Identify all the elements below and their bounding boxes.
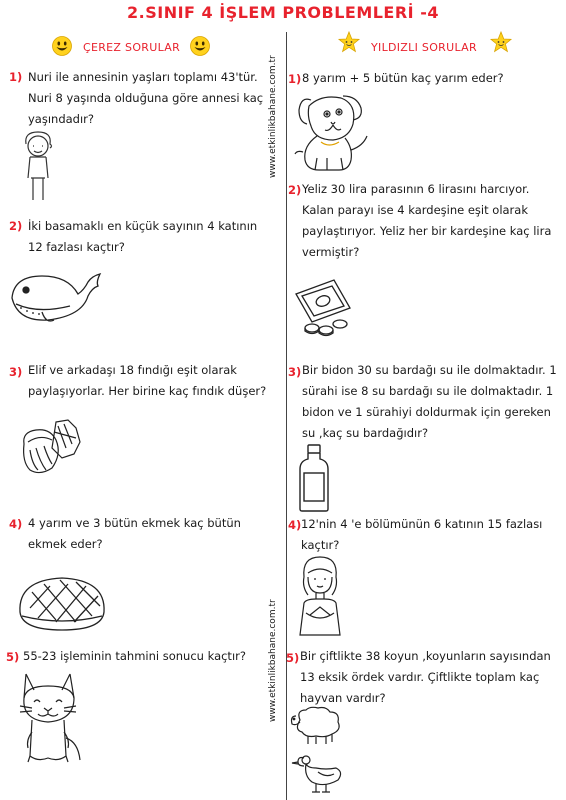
question-text: 4 yarım ve 3 bütün ekmek kaç bütün ekmek eder?: [28, 516, 241, 551]
bottle-icon: [297, 443, 331, 513]
question-number: 3): [9, 365, 23, 379]
smiley-icon: [190, 36, 210, 56]
star-icon: [490, 31, 512, 53]
question-text: Elif ve arkadaşı 18 fındığı eşit olarak paylaşıyorlar. Her birine kaç fındık düşer?: [28, 363, 267, 398]
puppy-icon: [293, 92, 371, 174]
whale-icon: [8, 268, 104, 328]
question-number: 5): [286, 651, 300, 665]
boy-icon: [20, 130, 56, 202]
question-number: 2): [9, 219, 23, 233]
star-icon: [338, 31, 360, 53]
question-number: 1): [288, 72, 302, 86]
sheep-duck-icon: [290, 706, 348, 796]
left-heading: ÇEREZ SORULAR: [83, 41, 181, 54]
question-text: Bir bidon 30 su bardağı su ile dolmaktadır. 1 sürahi ise 8 su bardağı su ile dolmaktadır. 1 bidon ve 1 sürahiyi doldurmak için gereken su ,kaç su bardağıdır?: [302, 363, 557, 440]
watermark-top: www.etkinlikbahane.com.tr: [268, 55, 278, 178]
question-number: 2): [288, 183, 302, 197]
bread-icon: [16, 572, 108, 634]
question-text: Bir çiftlikte 38 koyun ,koyunların sayısından 13 eksik ördek vardır. Çiftlikte toplam kaç hayvan vardır?: [300, 649, 551, 705]
question-text: 8 yarım + 5 bütün kaç yarım eder?: [302, 71, 504, 85]
question-number: 3): [288, 365, 302, 379]
smiley-icon: [52, 36, 72, 56]
money-icon: [292, 278, 354, 336]
question-number: 4): [9, 517, 23, 531]
question-number: 4): [288, 518, 302, 532]
cat-icon: [18, 668, 84, 766]
question-number: 5): [6, 650, 20, 664]
question-text: İki basamaklı en küçük sayının 4 katının 12 fazlası kaçtır?: [28, 219, 258, 254]
page-title: 2.SINIF 4 İŞLEM PROBLEMLERİ -4: [127, 3, 439, 22]
question-text: 12'nin 4 'e bölümünün 6 katının 15 fazlası kaçtır?: [301, 517, 543, 552]
question-text: Yeliz 30 lira parasının 6 lirasını harcıyor. Kalan parayı ise 4 kardeşine eşit olarak paylaştırıyor. Yeliz her bir kardeşine kaç lira vermiştir?: [302, 182, 552, 259]
watermark-bottom: www.etkinlikbahane.com.tr: [268, 599, 278, 722]
girl-icon: [296, 555, 344, 639]
right-heading: YILDIZLI SORULAR: [371, 41, 477, 54]
question-text: Nuri ile annesinin yaşları toplamı 43'tür. Nuri 8 yaşında olduğuna göre annesi kaç yaşındadır?: [28, 70, 264, 126]
question-text: 55-23 işleminin tahmini sonucu kaçtır?: [23, 649, 246, 663]
hazelnut-icon: [18, 418, 84, 476]
question-number: 1): [9, 70, 23, 84]
column-divider: [286, 32, 287, 800]
